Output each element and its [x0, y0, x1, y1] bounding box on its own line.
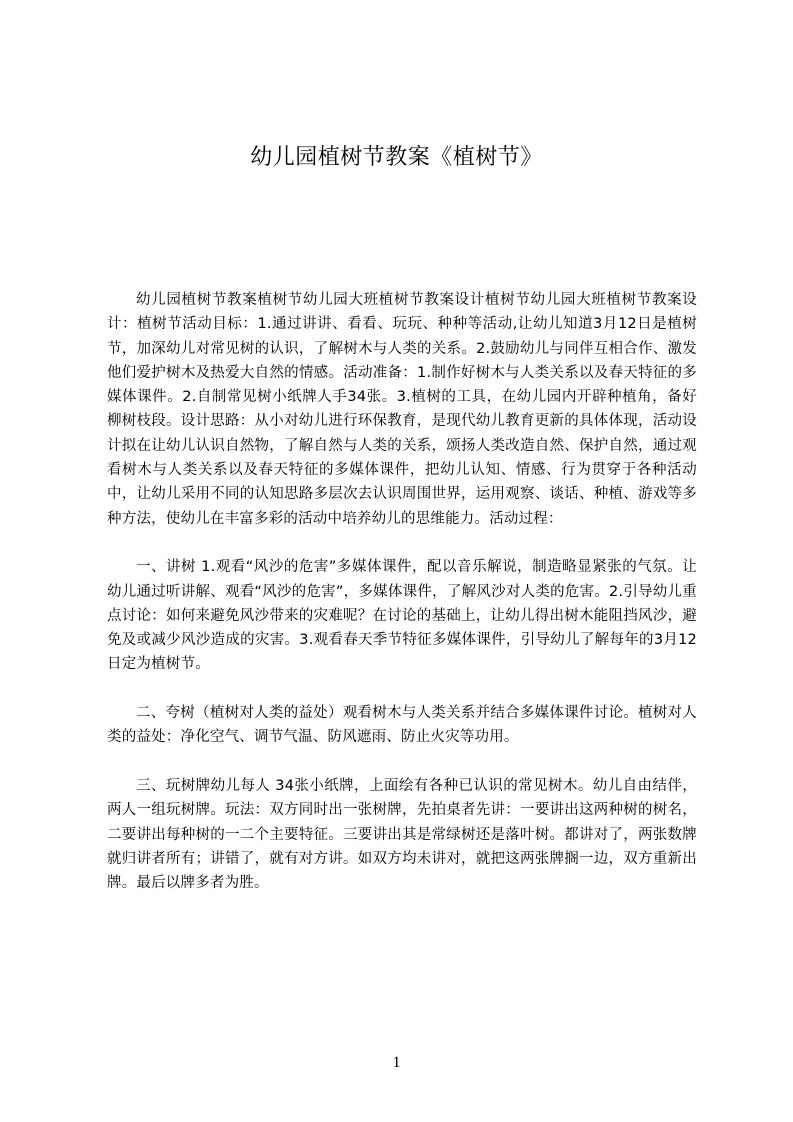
document-title: 幼儿园植树节教案《植树节》: [250, 145, 543, 170]
paragraph-gap: [107, 531, 697, 555]
paragraph-section-praise-tree: 二、夸树（植树对人类的益处）观看树木与人类关系并结合多媒体课件讨论。植树对人类的益处：净化空气、调节气温、防风遮雨、防止火灾等功用。: [107, 705, 697, 746]
paragraph-section-talk-tree: 一、讲树 1.观看“风沙的危害”多媒体课件，配以音乐解说，制造略显紧张的气氛。让幼儿通过听讲解、观看“风沙的危害”，多媒体课件，了解风沙对人类的危害。2.引导幼儿重点讨论：如何来避免风沙带来的灾难呢？在讨论的基础上，让幼儿得出树木能阻挡风沙，避免及或减少风沙造成的灾害。3.观看春天季节特征多媒体课件，引导幼儿了解每年的3月12日定为植树节。: [107, 559, 697, 673]
paragraph-gap: [107, 750, 697, 774]
paragraph-section-tree-cards: 三、玩树牌幼儿每人 34张小纸牌，上面绘有各种已认识的常见树木。幼儿自由结伴，两人一组玩树牌。玩法：双方同时出一张树牌，先拍桌者先讲：一要讲出这两种树的树名，二要讲出每种树的一二个主要特征。三要讲出其是常绿树还是落叶树。都讲对了，两张数牌就归讲者所有；讲错了，就有对方讲。如双方均未讲对，就把这两张牌搁一边，双方重新出牌。最后以牌多者为胜。: [107, 777, 697, 892]
paragraph-activity-design: 幼儿园植树节教案植树节幼儿园大班植树节教案设计植树节幼儿园大班植树节教案设计：植树节活动目标：1.通过讲讲、看看、玩玩、种种等活动,让幼儿知道3月12日是植树节，加深幼儿对常见树的认识，了解树木与人类的关系。2.鼓励幼儿与同伴互相合作、激发他们爱护树木及热爱大自然的情感。活动准备：1.制作好树木与人类关系以及春天特征的多媒体课件。2.自制常见树小纸牌人手34张。3.植树的工具，在幼儿园内开辟种植角，备好柳树枝段。设计思路：从小对幼儿进行环保教育，是现代幼儿教育更新的具体体现，活动设计拟在让幼儿认识自然物，了解自然与人类的关系，颂扬人类改造自然、保护自然，通过观看树木与人类关系以及春天特征的多媒体课件，把幼儿认知、情感、行为贯穿于各种活动中，让幼儿采用不同的认知思路多层次去认识周围世界，运用观察、谈话、种植、游戏等多种方法，使幼儿在丰富多彩的活动中培养幼儿的思维能力。活动过程：: [107, 292, 697, 527]
page-number: 1: [392, 1054, 401, 1071]
paragraph-gap: [107, 677, 697, 701]
document-body: [107, 288, 697, 895]
